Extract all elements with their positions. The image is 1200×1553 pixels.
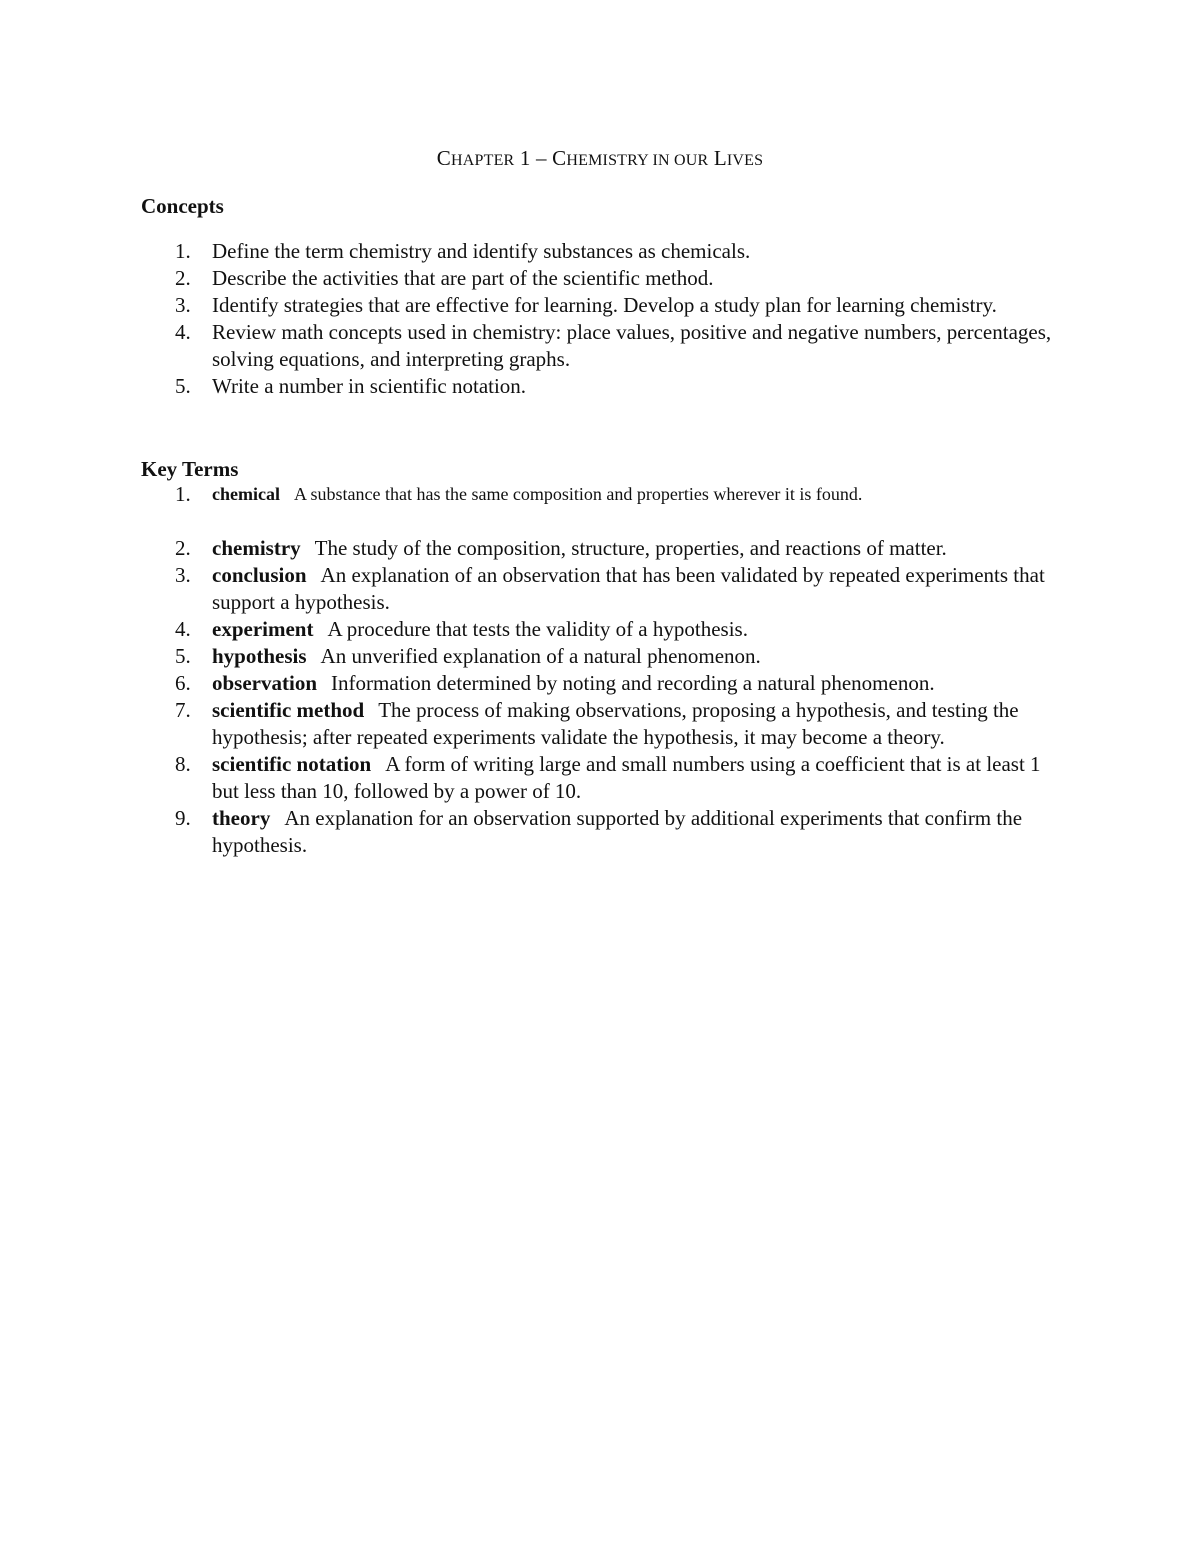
key-term-definition: An unverified explanation of a natural phenomenon.	[320, 644, 761, 668]
key-terms-heading: Key Terms	[141, 457, 239, 481]
key-term-definition: An explanation of an observation that has been validated by repeated experiments that support a hypothesis.	[212, 563, 1045, 614]
concepts-heading: Concepts	[141, 194, 224, 218]
key-term-item: 7. scientific method The process of making observations, proposing a hypothesis, and testing the hypothesis; after repeated experiments validate the hypothesis, it may become a theory.	[175, 698, 1019, 749]
concepts-list	[141, 238, 1061, 400]
concept-item: 1. Define the term chemistry and identify substances as chemicals.	[175, 239, 751, 263]
key-term-definition: A form of writing large and small numbers using a coefficient that is at least 1 but less than 10, followed by a power of 10.	[212, 752, 1041, 803]
key-term-definition: A procedure that tests the validity of a hypothesis.	[327, 617, 748, 641]
key-term: chemistry	[212, 536, 301, 560]
key-term: scientific notation	[212, 752, 372, 776]
key-term: conclusion	[212, 563, 307, 587]
key-term-item: 2. chemistry The study of the composition, structure, properties, and reactions of matter.	[175, 536, 947, 560]
key-term-definition: Information determined by noting and recording a natural phenomenon.	[331, 671, 935, 695]
key-term: experiment	[212, 617, 314, 641]
key-term: observation	[212, 671, 317, 695]
key-term-definition: A substance that has the same composition and properties wherever it is found.	[293, 484, 863, 504]
concept-item: 4. Review math concepts used in chemistry: place values, positive and negative numbers, percentages, solving equations, and interpreting graphs.	[175, 320, 1052, 371]
key-term: scientific method	[212, 698, 365, 722]
key-term-item: 4. experiment A procedure that tests the validity of a hypothesis.	[175, 617, 748, 641]
key-term-item: 8. scientific notation A form of writing large and small numbers using a coefficient that is at least 1 but less than 10, followed by a power of 10.	[175, 752, 1041, 803]
key-term: theory	[212, 806, 271, 830]
key-term-item: 9. theory An explanation for an observation supported by additional experiments that confirm the hypothesis.	[175, 806, 1023, 857]
key-term-definition: The process of making observations, proposing a hypothesis, and testing the hypothesis; after repeated experiments validate the hypothesis, it may become a theory.	[212, 698, 1019, 749]
key-term-definition: The study of the composition, structure, properties, and reactions of matter.	[314, 536, 947, 560]
key-term: hypothesis	[212, 644, 307, 668]
chapter-title: CHAPTER 1 – CHEMISTRY IN OUR LIVES	[436, 146, 764, 170]
key-term-item: 5. hypothesis An unverified explanation of a natural phenomenon.	[175, 644, 761, 668]
concept-item: 5. Write a number in scientific notation.	[175, 374, 527, 398]
key-term-definition: An explanation for an observation supported by additional experiments that confirm the hypothesis.	[212, 806, 1023, 857]
key-term-item: 1. chemical A substance that has the same composition and properties wherever it is found.	[175, 482, 863, 506]
key-term-item: 3. conclusion An explanation of an observation that has been validated by repeated experiments that support a hypothesis.	[175, 563, 1045, 614]
key-terms-list	[141, 481, 1061, 859]
key-term: chemical	[212, 484, 280, 504]
concept-item: 3. Identify strategies that are effective for learning. Develop a study plan for learning chemistry.	[175, 293, 997, 317]
key-term-item: 6. observation Information determined by noting and recording a natural phenomenon.	[175, 671, 935, 695]
concept-item: 2. Describe the activities that are part of the scientific method.	[175, 266, 714, 290]
